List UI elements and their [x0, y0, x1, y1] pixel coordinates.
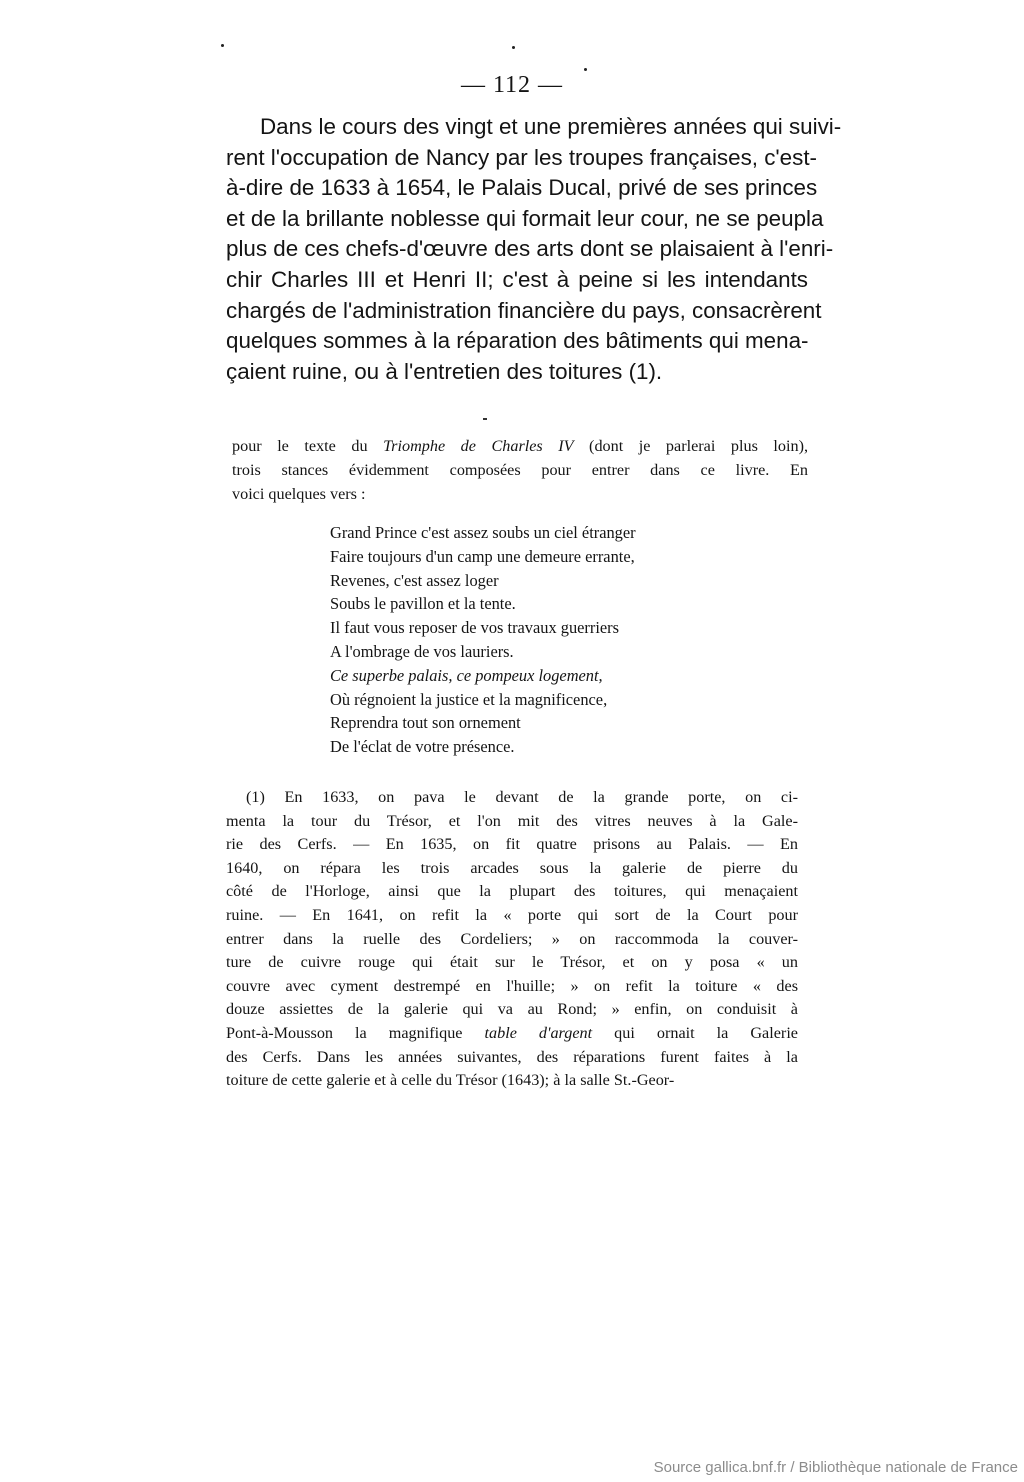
- main-paragraph-line: rent l'occupation de Nancy par les troupes françaises, c'est-: [226, 144, 818, 170]
- main-paragraph-line: chir Charles III et Henri II; c'est à peine si les intendants: [226, 266, 808, 292]
- footnote-line: [226, 1022, 798, 1046]
- verse-line: Ce superbe palais, ce pompeux logement,: [330, 665, 603, 685]
- verse-line: Reprendra tout son ornement: [330, 713, 521, 733]
- footnote-continuation: [232, 434, 808, 506]
- footnote-line: douze assiettes de la galerie qui va au Rond; » enfin, on conduisit à: [226, 1000, 798, 1019]
- scan-mark: [483, 418, 487, 420]
- verse-line: Grand Prince c'est assez soubs un ciel étranger: [330, 523, 636, 542]
- verse-line: Revenes, c'est assez loger: [330, 570, 499, 590]
- verse-line: De l'éclat de votre présence.: [330, 737, 515, 757]
- footnote-line: ruine. — En 1641, on refit la « porte qui sort de la Court pour: [226, 905, 798, 924]
- footnote-line: toiture de cette galerie et à celle du Trésor (1643); à la salle St.-Geor-: [226, 1071, 675, 1090]
- main-paragraph-line: chargés de l'administration financière du pays, consacrèrent: [226, 297, 822, 323]
- footnote-line: ture de cuivre rouge qui était sur le Trésor, et on y posa « un: [226, 953, 798, 972]
- footnote-line: des Cerfs. Dans les années suivantes, des réparations furent faites à la: [226, 1047, 798, 1066]
- scan-speck: [584, 68, 587, 71]
- source-credit: Source gallica.bnf.fr / Bibliothèque nationale de France: [653, 1459, 1018, 1476]
- footnote-line: voici quelques vers :: [232, 485, 366, 503]
- main-paragraph: [226, 112, 842, 387]
- main-paragraph-line: Dans le cours des vingt et une premières années qui suivi-: [260, 114, 842, 139]
- verse-line: Où régnoient la justice et la magnificence,: [330, 689, 608, 709]
- footnote-1: [226, 786, 798, 1093]
- footnote-line: entrer dans la ruelle des Cordeliers; » on raccommoda la couver-: [226, 929, 798, 948]
- footnote-text: (dont je parlerai plus loin),: [573, 437, 809, 455]
- scan-speck: [512, 46, 515, 49]
- footnote-line: trois stances évidemment composées pour entrer dans ce livre. En: [232, 461, 808, 479]
- footnote-line: (1) En 1633, on pava le devant de la grande porte, on ci-: [246, 788, 798, 806]
- footnote-text: qui ornait la Galerie: [592, 1023, 798, 1042]
- work-title: Triomphe de Charles IV: [383, 437, 574, 455]
- main-paragraph-line: plus de ces chefs-d'œuvre des arts dont se plaisaient à l'enri-: [226, 236, 834, 262]
- page-number: — 112 —: [460, 72, 564, 98]
- footnote-line: côté de l'Horloge, ainsi que la plupart des toitures, qui menaçaient: [226, 882, 798, 901]
- footnote-line: rie des Cerfs. — En 1635, on fit quatre prisons au Palais. — En: [226, 835, 798, 854]
- verse-line: Il faut vous reposer de vos travaux guerriers: [330, 618, 620, 638]
- main-paragraph-line: à-dire de 1633 à 1654, le Palais Ducal, privé de ses princes: [226, 175, 818, 201]
- verse-quotation: [330, 521, 636, 759]
- verse-line: Faire toujours d'un camp une demeure errante,: [330, 546, 635, 566]
- footnote-line: [232, 434, 808, 458]
- footnote-line: couvre avec cyment destrempé en l'huille; » on refit la toiture « des: [226, 976, 798, 995]
- main-paragraph-line: quelques sommes à la réparation des bâtiments qui mena-: [226, 328, 809, 354]
- main-paragraph-line: çaient ruine, ou à l'entretien des toitures (1).: [226, 358, 663, 384]
- scan-speck: [221, 44, 224, 47]
- footnote-line: menta la tour du Trésor, et l'on mit des vitres neuves à la Gale-: [226, 811, 798, 830]
- main-paragraph-line: et de la brillante noblesse qui formait leur cour, ne se peupla: [226, 205, 824, 231]
- verse-line: A l'ombrage de vos lauriers.: [330, 641, 514, 661]
- footnote-line: 1640, on répara les trois arcades sous la galerie de pierre du: [226, 858, 798, 877]
- verse-line: Soubs le pavillon et la tente.: [330, 594, 516, 614]
- footnote-text: Pont-à-Mousson la magnifique: [226, 1023, 485, 1042]
- footnote-text: pour le texte du: [232, 437, 384, 455]
- emphasized-term: table d'argent: [484, 1023, 593, 1042]
